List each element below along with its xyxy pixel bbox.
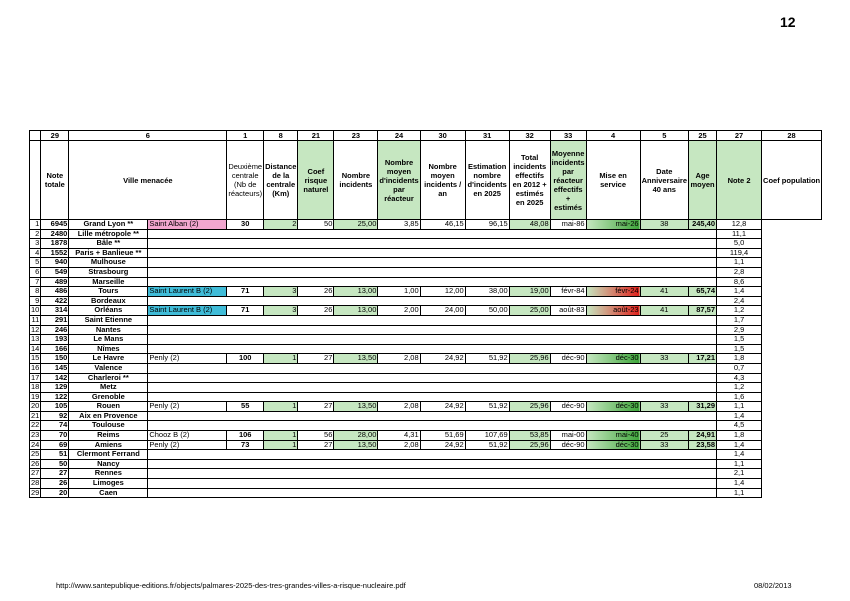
- rank-cell: 13: [31, 334, 40, 344]
- empty-span-cell: [148, 229, 717, 239]
- plant-cell: Penly (2): [148, 354, 227, 364]
- column-number-cell: 5: [640, 131, 688, 141]
- avg-per-year-cell: 2,08: [378, 402, 420, 412]
- score-cell: 549: [41, 267, 69, 277]
- column-number-cell: 28: [762, 131, 822, 141]
- column-number-cell: 1: [227, 131, 264, 141]
- est-2025-cell: 24,92: [420, 354, 465, 364]
- score-cell: 1552: [41, 248, 69, 258]
- empty-span-cell: [148, 392, 717, 402]
- rank-cell: 9: [30, 296, 41, 306]
- note2-cell: 31,29: [689, 402, 717, 412]
- table-row: [30, 363, 822, 373]
- avg-total-cell: 48,08: [509, 220, 550, 230]
- city-cell: Bâle **: [69, 239, 148, 249]
- score-cell: 2480: [41, 229, 69, 239]
- empty-span-cell: [148, 488, 717, 498]
- coef-population-cell: 2,9: [717, 325, 762, 335]
- table-row: [30, 479, 822, 489]
- city-cell: Nîmes: [69, 344, 148, 354]
- age-cell: 25: [640, 431, 688, 441]
- rank-cell: 4: [30, 248, 41, 258]
- column-number-cell: 32: [509, 131, 550, 141]
- avg-per-reactor-cell: 13,50: [334, 440, 378, 450]
- coef-population-cell: 1,1: [717, 459, 762, 469]
- coef-population-cell: 1,2: [717, 306, 762, 316]
- rank-cell: 15: [31, 353, 40, 363]
- corner-cell: [30, 131, 41, 141]
- table-row: [30, 411, 822, 421]
- column-number-cell: 6: [69, 131, 227, 141]
- table-row: [30, 229, 822, 239]
- avg-per-reactor-cell: 28,00: [334, 431, 378, 441]
- avg-per-reactor-cell: 13,00: [334, 306, 378, 316]
- empty-span-cell: [148, 277, 717, 287]
- city-cell: Nantes: [69, 325, 148, 335]
- total-incidents-cell: 38,00: [465, 287, 509, 297]
- score-cell: 166: [41, 344, 69, 354]
- table-row: [30, 335, 822, 345]
- table-row: [30, 421, 822, 431]
- distance-cell: 73: [227, 440, 264, 450]
- city-cell: Clermont Ferrand: [69, 450, 148, 460]
- empty-span-cell: [148, 267, 717, 277]
- column-header: Distance de la centrale (Km): [264, 141, 298, 220]
- city-cell: Metz: [69, 383, 148, 393]
- column-header: Deuxième centrale (Nb de réacteurs): [227, 141, 264, 220]
- incidents-cell: 50: [298, 220, 334, 230]
- table-row: [30, 344, 822, 354]
- coef-population-cell: 2,1: [717, 469, 762, 479]
- age-cell: 41: [640, 287, 688, 297]
- avg-per-year-cell: 2,08: [378, 440, 420, 450]
- est-2025-cell: 51,69: [420, 431, 465, 441]
- note2-cell: 17,21: [689, 354, 717, 364]
- rank-cell: 28: [31, 478, 40, 488]
- empty-span-cell: [148, 344, 717, 354]
- city-cell: Paris + Banlieue **: [69, 248, 148, 258]
- city-cell: Valence: [69, 363, 148, 373]
- distance-cell: 100: [227, 354, 264, 364]
- empty-span-cell: [148, 479, 717, 489]
- column-number-cell: 25: [689, 131, 717, 141]
- score-cell: 74: [41, 421, 69, 431]
- column-number-cell: 4: [586, 131, 640, 141]
- note2-cell: 24,91: [689, 431, 717, 441]
- est-2025-cell: 46,15: [420, 220, 465, 230]
- table-row: [30, 450, 822, 460]
- city-cell: Le Havre: [69, 354, 148, 364]
- coef-population-cell: 1,8: [717, 354, 762, 364]
- score-cell: 1878: [41, 239, 69, 249]
- table-row: [30, 315, 822, 325]
- avg-total-cell: 25,96: [509, 402, 550, 412]
- table-row: [30, 431, 822, 441]
- total-incidents-cell: 51,92: [465, 402, 509, 412]
- avg-per-reactor-cell: 25,00: [334, 220, 378, 230]
- coef-population-cell: 1,4: [717, 479, 762, 489]
- column-number-row: [30, 131, 822, 141]
- coef-population-cell: 2,4: [717, 296, 762, 306]
- coef-population-cell: 11,1: [717, 229, 762, 239]
- corner-cell: [30, 141, 41, 220]
- total-incidents-cell: 51,92: [465, 440, 509, 450]
- table-row: [30, 440, 822, 450]
- coef-population-cell: 1,2: [717, 383, 762, 393]
- score-cell: 129: [41, 383, 69, 393]
- score-cell: 51: [41, 450, 69, 460]
- score-cell: 314: [41, 306, 69, 316]
- coef-population-cell: 1,5: [717, 335, 762, 345]
- empty-span-cell: [148, 239, 717, 249]
- coef-population-cell: 8,6: [717, 277, 762, 287]
- total-incidents-cell: 96,15: [465, 220, 509, 230]
- coef-population-cell: 1,1: [717, 258, 762, 268]
- column-header: Ville menacée: [69, 141, 227, 220]
- distance-cell: 71: [227, 306, 264, 316]
- table-row: [30, 239, 822, 249]
- page-number: 12: [780, 14, 796, 30]
- empty-span-cell: [148, 315, 717, 325]
- note2-cell: 87,57: [689, 306, 717, 316]
- column-header: Nombre moyen d'incidents par réacteur: [378, 141, 420, 220]
- service-date-cell: févr-84: [550, 287, 586, 297]
- rank-cell: 5: [30, 258, 41, 268]
- footer-date: 08/02/2013: [754, 581, 792, 590]
- coef-risk-cell: 3: [264, 306, 298, 316]
- column-header: Moyenne incidents par réacteur effectifs + estimés: [550, 141, 586, 220]
- avg-per-year-cell: 1,00: [378, 287, 420, 297]
- table-row: [30, 306, 822, 316]
- column-header: Mise en service: [586, 141, 640, 220]
- rank-cell: 2: [30, 229, 41, 239]
- column-header: Coef risque naturel: [298, 141, 334, 220]
- coef-population-cell: 1,1: [717, 402, 762, 412]
- city-cell: Marseille: [69, 277, 148, 287]
- incidents-cell: 27: [298, 354, 334, 364]
- column-header: Nombre moyen incidents / an: [420, 141, 465, 220]
- city-cell: Nancy: [69, 459, 148, 469]
- service-date-cell: mai-86: [550, 220, 586, 230]
- service-date-cell: déc-90: [550, 440, 586, 450]
- coef-risk-cell: 3: [264, 287, 298, 297]
- column-number-cell: 31: [465, 131, 509, 141]
- table-row: [30, 296, 822, 306]
- coef-risk-cell: 1: [264, 440, 298, 450]
- anniversary-cell: déc-30: [586, 402, 640, 412]
- age-cell: 38: [640, 220, 688, 230]
- column-number-cell: 8: [264, 131, 298, 141]
- plant-cell: Penly (2): [148, 440, 227, 450]
- city-cell: Saint Etienne: [69, 315, 148, 325]
- empty-span-cell: [148, 459, 717, 469]
- city-cell: Strasbourg: [69, 267, 148, 277]
- score-cell: 150: [41, 354, 69, 364]
- est-2025-cell: 24,00: [420, 306, 465, 316]
- column-header: Note totale: [41, 141, 69, 220]
- rank-cell: 12: [31, 325, 40, 334]
- service-date-cell: août-83: [550, 306, 586, 316]
- service-date-cell: déc-90: [550, 402, 586, 412]
- plant-cell: Saint Alban (2): [148, 220, 227, 230]
- avg-total-cell: 53,85: [509, 431, 550, 441]
- column-number-cell: 21: [298, 131, 334, 141]
- score-cell: 92: [41, 411, 69, 421]
- rank-cell: 3: [30, 239, 41, 249]
- city-cell: Bordeaux: [69, 296, 148, 306]
- incidents-cell: 27: [298, 402, 334, 412]
- city-cell: Reims: [69, 431, 148, 441]
- note2-cell: 65,74: [689, 287, 717, 297]
- score-cell: 489: [41, 277, 69, 287]
- city-cell: Amiens: [69, 440, 148, 450]
- coef-population-cell: 1,4: [717, 450, 762, 460]
- city-cell: Rennes: [69, 469, 148, 479]
- coef-population-cell: 1,7: [717, 315, 762, 325]
- rank-cell: 7: [30, 277, 41, 287]
- city-cell: Le Mans: [69, 335, 148, 345]
- anniversary-cell: mai-40: [586, 431, 640, 441]
- table-row: [30, 488, 822, 498]
- empty-span-cell: [148, 296, 717, 306]
- table-row: [30, 277, 822, 287]
- coef-population-cell: 1,1: [717, 488, 762, 498]
- distance-cell: 30: [227, 220, 264, 230]
- score-cell: 69: [41, 440, 69, 450]
- city-cell: Tours: [69, 287, 148, 297]
- plant-cell: Saint Laurent B (2): [148, 287, 227, 297]
- score-cell: 940: [41, 258, 69, 268]
- avg-per-reactor-cell: 13,50: [334, 402, 378, 412]
- total-incidents-cell: 51,92: [465, 354, 509, 364]
- avg-per-year-cell: 3,85: [378, 220, 420, 230]
- coef-population-cell: 5,0: [717, 239, 762, 249]
- avg-per-reactor-cell: 13,00: [334, 287, 378, 297]
- distance-cell: 71: [227, 287, 264, 297]
- column-number-cell: 23: [334, 131, 378, 141]
- rank-cell: 21: [31, 411, 40, 420]
- column-header: Date Anniversaire 40 ans: [640, 141, 688, 220]
- header-row: [30, 141, 822, 220]
- rank-cell: 17: [31, 373, 40, 382]
- rank-cell: 26: [31, 459, 40, 468]
- age-cell: 33: [640, 354, 688, 364]
- column-number-cell: 29: [41, 131, 69, 141]
- rank-cell: 23: [31, 430, 40, 440]
- city-cell: Grenoble: [69, 392, 148, 402]
- column-header: Age moyen: [689, 141, 717, 220]
- score-cell: 105: [41, 402, 69, 412]
- rank-cell: 24: [31, 440, 40, 449]
- incidents-cell: 26: [298, 306, 334, 316]
- city-cell: Orléans: [69, 306, 148, 316]
- table-row: [30, 287, 822, 297]
- empty-span-cell: [148, 411, 717, 421]
- rank-cell: 8: [30, 287, 41, 297]
- column-header: Estimation nombre d'incidents en 2025: [465, 141, 509, 220]
- avg-per-year-cell: 2,00: [378, 306, 420, 316]
- coef-risk-cell: 1: [264, 431, 298, 441]
- table-row: [30, 248, 822, 258]
- score-cell: 486: [41, 287, 69, 297]
- city-cell: Toulouse: [69, 421, 148, 431]
- city-cell: Caen: [69, 488, 148, 498]
- total-incidents-cell: 50,00: [465, 306, 509, 316]
- rank-cell: 6: [30, 267, 41, 277]
- column-number-cell: 30: [420, 131, 465, 141]
- score-cell: 26: [41, 479, 69, 489]
- empty-span-cell: [148, 325, 717, 335]
- empty-span-cell: [148, 469, 717, 479]
- anniversary-cell: août-23: [586, 306, 640, 316]
- score-cell: 20: [41, 488, 69, 498]
- empty-span-cell: [148, 248, 717, 258]
- table-row: [30, 354, 822, 364]
- coef-population-cell: 0,7: [717, 363, 762, 373]
- table-row: [30, 383, 822, 393]
- city-cell: Limoges: [69, 479, 148, 489]
- score-cell: 291: [41, 315, 69, 325]
- age-cell: 41: [640, 306, 688, 316]
- table-row: [30, 402, 822, 412]
- rank-cell: 20: [31, 401, 40, 411]
- score-cell: 142: [41, 373, 69, 383]
- rank-cell: 14: [31, 344, 40, 353]
- rank-cell: 29: [31, 488, 40, 497]
- score-cell: 246: [41, 325, 69, 335]
- avg-total-cell: 25,96: [509, 440, 550, 450]
- anniversary-cell: déc-30: [586, 354, 640, 364]
- age-cell: 33: [640, 440, 688, 450]
- column-header: Note 2: [717, 141, 762, 220]
- coef-population-cell: 1,5: [717, 344, 762, 354]
- city-cell: Rouen: [69, 402, 148, 412]
- incidents-cell: 56: [298, 431, 334, 441]
- city-cell: Charleroi **: [69, 373, 148, 383]
- rank-cell: 10: [31, 305, 40, 315]
- table-row: [30, 469, 822, 479]
- table-row: [30, 325, 822, 335]
- avg-per-year-cell: 4,31: [378, 431, 420, 441]
- footer-url: http://www.santepublique-editions.fr/objects/palmares-2025-des-tres-grandes-villes-a-risque-nucleaire.pdf: [56, 581, 406, 590]
- coef-population-cell: 4,3: [717, 373, 762, 383]
- score-cell: 122: [41, 392, 69, 402]
- coef-risk-cell: 1: [264, 354, 298, 364]
- incidents-cell: 27: [298, 440, 334, 450]
- rank-cell: 27: [31, 468, 40, 478]
- empty-span-cell: [148, 363, 717, 373]
- city-cell: Grand Lyon **: [69, 220, 148, 230]
- est-2025-cell: 12,00: [420, 287, 465, 297]
- empty-span-cell: [148, 335, 717, 345]
- service-date-cell: déc-90: [550, 354, 586, 364]
- empty-span-cell: [148, 450, 717, 460]
- coef-population-cell: 1,8: [717, 431, 762, 441]
- empty-span-cell: [148, 421, 717, 431]
- distance-cell: 106: [227, 431, 264, 441]
- rank-cell: 22: [31, 420, 40, 430]
- service-date-cell: mai-00: [550, 431, 586, 441]
- column-header: Total incidents effectifs en 2012 + estimés en 2025: [509, 141, 550, 220]
- rank-cell: 16: [31, 363, 40, 372]
- table-row: [30, 258, 822, 268]
- table-row: [30, 459, 822, 469]
- avg-total-cell: 19,00: [509, 287, 550, 297]
- coef-risk-cell: 1: [264, 402, 298, 412]
- column-header: Nombre incidents: [334, 141, 378, 220]
- plant-cell: Penly (2): [148, 402, 227, 412]
- coef-population-cell: 1,4: [717, 440, 762, 450]
- plant-cell: Chooz B (2): [148, 431, 227, 441]
- table-row: [30, 220, 822, 230]
- avg-total-cell: 25,00: [509, 306, 550, 316]
- coef-population-cell: 1,6: [717, 392, 762, 402]
- avg-total-cell: 25,96: [509, 354, 550, 364]
- column-number-cell: 33: [550, 131, 586, 141]
- column-header: Coef population: [762, 141, 822, 220]
- anniversary-cell: mai-26: [586, 220, 640, 230]
- empty-span-cell: [148, 383, 717, 393]
- city-cell: Aix en Provence: [69, 411, 148, 421]
- age-cell: 33: [640, 402, 688, 412]
- score-cell: 193: [41, 335, 69, 345]
- score-cell: 6945: [41, 220, 69, 230]
- distance-cell: 55: [227, 402, 264, 412]
- est-2025-cell: 24,92: [420, 402, 465, 412]
- empty-span-cell: [148, 373, 717, 383]
- rank-cell: 25: [31, 449, 40, 459]
- total-incidents-cell: 107,69: [465, 431, 509, 441]
- est-2025-cell: 24,92: [420, 440, 465, 450]
- avg-per-reactor-cell: 13,50: [334, 354, 378, 364]
- risk-ranking-table: [29, 130, 822, 498]
- note2-cell: 245,40: [689, 220, 717, 230]
- score-cell: 50: [41, 459, 69, 469]
- incidents-cell: 26: [298, 287, 334, 297]
- score-cell: 422: [41, 296, 69, 306]
- rank-cell: 18: [31, 382, 40, 392]
- plant-cell: Saint Laurent B (2): [148, 306, 227, 316]
- table-row: [30, 392, 822, 402]
- score-cell: 27: [41, 469, 69, 479]
- score-cell: 70: [41, 431, 69, 441]
- avg-per-year-cell: 2,08: [378, 354, 420, 364]
- column-number-cell: 27: [717, 131, 762, 141]
- coef-risk-cell: 2: [264, 220, 298, 230]
- empty-span-cell: [148, 258, 717, 268]
- coef-population-cell: 12,8: [717, 220, 762, 230]
- coef-population-cell: 119,4: [717, 248, 762, 258]
- coef-population-cell: 1,4: [717, 287, 762, 297]
- coef-population-cell: 1,4: [717, 411, 762, 421]
- anniversary-cell: févr-24: [586, 287, 640, 297]
- column-number-cell: 24: [378, 131, 420, 141]
- table-row: [30, 267, 822, 277]
- score-cell: 145: [41, 363, 69, 373]
- city-cell: Mulhouse: [69, 258, 148, 268]
- rank-cell: 19: [31, 392, 40, 401]
- city-cell: Lille métropole **: [69, 229, 148, 239]
- rank-cell: 1: [30, 220, 41, 230]
- anniversary-cell: déc-30: [586, 440, 640, 450]
- note2-cell: 23,58: [689, 440, 717, 450]
- coef-population-cell: 4,5: [717, 421, 762, 431]
- rank-cell: 11: [30, 315, 41, 325]
- table-row: [30, 373, 822, 383]
- coef-population-cell: 2,8: [717, 267, 762, 277]
